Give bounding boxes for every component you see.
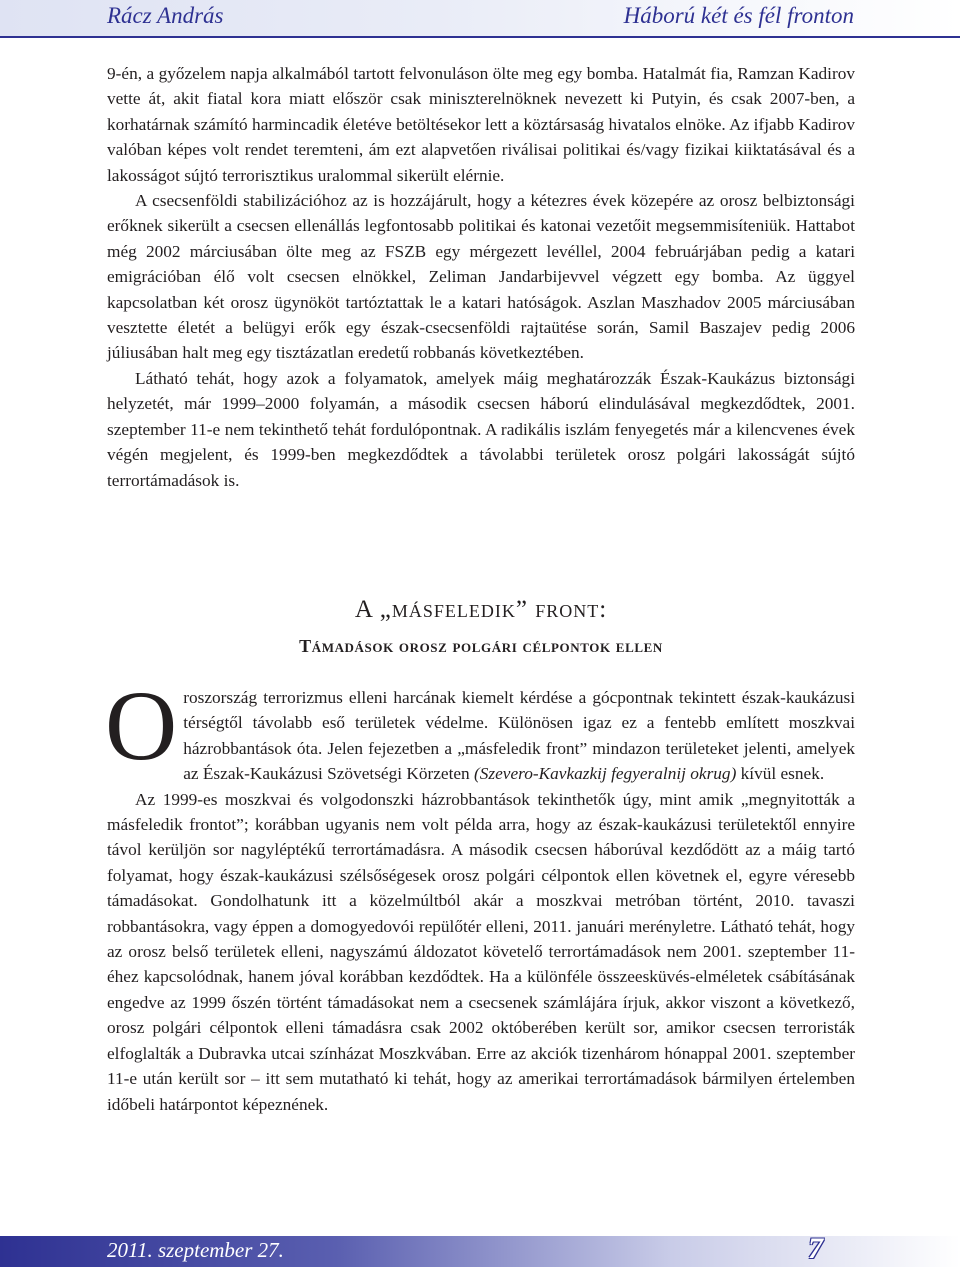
body-text-bottom bbox=[105, 670, 855, 1117]
section-subtitle: Támadások orosz polgári célpontok ellen bbox=[299, 636, 663, 656]
section-title: A „másfeledik” front: bbox=[354, 596, 608, 623]
header-divider bbox=[0, 36, 960, 38]
italic-term: (Szevero-Kavkazkij fegyeralnij okrug) bbox=[474, 764, 737, 784]
running-header-author: Rácz András bbox=[107, 3, 224, 28]
paragraph: 9-én, a győzelem napja alkalmából tartott felvonuláson ölte meg egy bomba. Hatalmát fia, Ramzan Kadirov vette át, akit fiatal kora miatt először csak miniszterelnöknek nevezett ki Putyin, és csak 2007-ben, a korhatárnak számító harmincadik életéve betöltésekor lett a köztársaság hivatalos elnöke. Az ifjabb Kadirov valóban képes volt rendet teremteni, ám ezt alapvetően riválisai politikai és/vagy fizikai kiiktatásával és a lakosságot sújtó terrorisztikus uralommal sikerült elérnie. bbox=[107, 64, 855, 185]
paragraph: Az 1999-es moszkvai és volgodonszki házrobbantások tekinthetők úgy, mint amik „megnyitották a másfeledik frontot”; korábban ugyanis nem volt példa arra, hogy az észak-kaukázusi területektől ennyire távol kerüljön sor nagyléptékű terrortámadásra. A második csecsen háborúval kezdődött az a máig tartó folyamat, hogy észak-kaukázusi szélsőségesek orosz polgári célpontok ellen követnek el, egyre véresebb támadásokat. Gondolhatunk itt a közelmúltból akár a moszkvai metróban történt, 2010. tavaszi robbantásokra, vagy éppen a domogyedovói repülőtér elleni, 2011. januári merényletre. Látható tehát, hogy az orosz belső területek elleni, nagyszámú áldozatot követelő terrortámadások nem 2001. szeptember 11-éhez kapcsolódnak, hanem jóval korábban kezdődtek. Ha a különféle összeesküvés-elméletek csábításának engedve az 1999 őszén történt támadásokat nem a csecsenek számlájára írjuk, akkor viszont a következő, orosz polgári célpontok elleni támadásra csak 2002 októberében került sor, amikor csecsen terroristák elfoglalták a Dubravka utcai színházat Moszkvában. Erre az akciók tizenhárom hónappal 2001. szeptember 11-e után került sor – itt sem mutatható ki tehát, hogy az amerikai terrortámadások bármilyen értelemben időbeli határpontot képeznének. bbox=[107, 789, 855, 1114]
page-number: 7 bbox=[808, 1232, 823, 1265]
paragraph-text: roszország terrorizmus elleni harcának kiemelt kérdése a gócpontnak tekintett észak-kaukázusi térségtől távolabb eső területek védelme. Különösen igaz ez a fentebb említett moszkvai házrobbantások óta. Jelen fejezetben a „másfeledik front” mindazon területeket jelenti, amelyek az Észak-Kaukázusi Szövetségi Körzeten bbox=[183, 688, 855, 784]
paragraph-text-end: kívül esnek. bbox=[736, 764, 825, 784]
paragraph-with-dropcap bbox=[105, 670, 855, 787]
paragraph: Látható tehát, hogy azok a folyamatok, amelyek máig meghatározzák Észak-Kaukázus biztonsági helyzetét, már 1999–2000 folyamán, a második csecsen háború elindulásával megkezdődtek, 2001. szeptember 11-e nem tekinthető tehát fordulópontnak. A radikális iszlám fenyegetés már a kilencvenes évek végén megjelent, és 1999-ben megkezdődtek a távolabbi területek orosz polgári lakosságát sújtó terrortámadások is. bbox=[107, 368, 855, 490]
body-text-top bbox=[107, 61, 855, 493]
drop-cap: O bbox=[105, 670, 178, 781]
paragraph: A csecsenföldi stabilizációhoz az is hozzájárult, hogy a kétezres évek közepére az orosz belbiztonsági erőknek sikerült a csecsen ellenállás legfontosabb politikai és katonai vezetőit megsemmisíteniük. Hattabot még 2002 márciusában ölte meg az FSZB egy mérgezett levéllel, 2004 februárjában pedig a katari emigrációban élő volt csecsen elnökkel, Zeliman Jandarbijevvel végzett egy bomba. Az üggyel kapcsolatban két orosz ügynököt tartóztattak le a katari hatóságok. Aszlan Maszhadov 2005 márciusában vesztette életét a belügyi erők egy észak-csecsenföldi rajtaütése során, Samil Baszajev pedig 2006 júliusában halt meg egy tisztázatlan eredetű robbanás következtében. bbox=[107, 191, 855, 363]
footer-date: 2011. szeptember 27. bbox=[107, 1238, 284, 1262]
running-header-title: Háború két és fél fronton bbox=[623, 3, 854, 28]
